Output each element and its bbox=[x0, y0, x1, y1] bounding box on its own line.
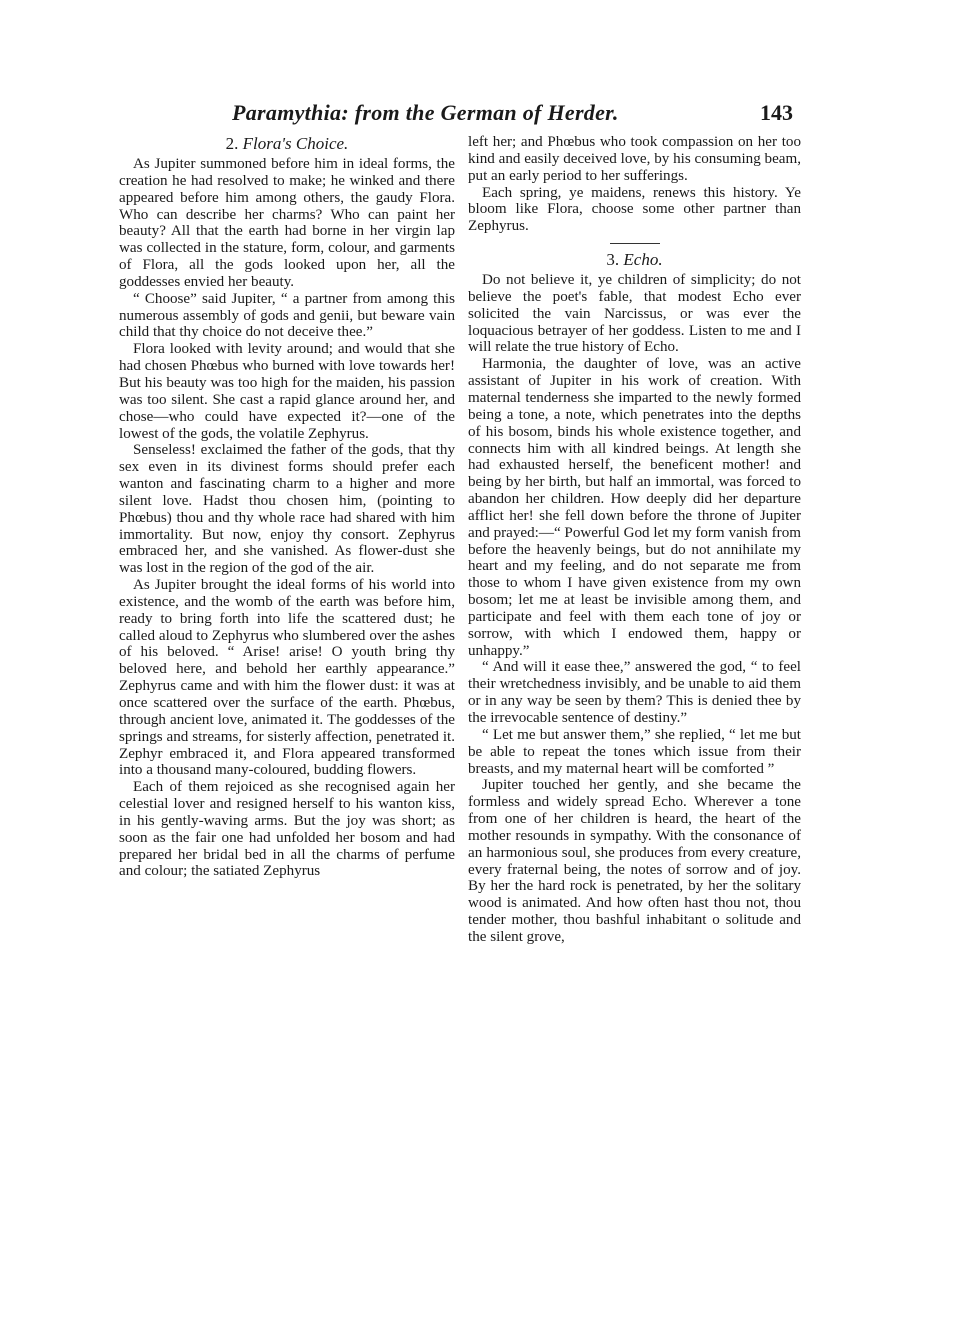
paragraph: Do not believe it, ye children of simplicity; do not believe the poet's fable, that modest Echo ever solicited the vain Narcissus, or was ever the loquacious betrayer of her goddess. Listen to me and I will relate the true history of Echo. bbox=[468, 272, 801, 356]
section-number: 3. bbox=[606, 250, 620, 270]
paragraph: “ Choose” said Jupiter, “ a partner from among this numerous assembly of gods and genii, but beware vain child that thy choice do not deceive thee.” bbox=[119, 290, 455, 341]
paragraph: “ Let me but answer them,” she replied, “ let me but be able to repeat the tones which issue from their breasts, and my maternal heart will be comforted ” bbox=[468, 726, 801, 777]
section-number: 2. bbox=[225, 134, 239, 153]
paragraph: Harmonia, the daughter of love, was an active assistant of Jupiter in his work of creation. With maternal tenderness she imparted to the newly formed being a tone, a note, which penetrates into the depths of his bosom, binds his whole existence together, and connects him with all kindred beings. At length she had exhausted herself, the beneficent mother! and being by her birth, but half an immortal, was forced to abandon her children. How deeply did her departure afflict her! she fell down before the throne of Jupiter and prayed:—“ Powerful God let my form vanish from before the heavenly beings, but do not annihilate my heart and my feeling, and do not separate me from those to whom I have given existence from my own bosom; let me at least be invisible among them, and participate and feel with them each tone of joy or sorrow, with which I endowed them, happy or unhappy.” bbox=[468, 356, 801, 659]
section-title-echo bbox=[468, 250, 801, 270]
paragraph: Jupiter touched her gently, and she became the formless and widely spread Echo. Wherever a tone from one of her children is heard, the heart of the mother resounds in sympathy. With the consonance of an harmonious soul, she produces from every creature, every fraternal being, the notes of sorrow and of joy. By her the hard rock is penetrated, by her the solitary wood is animated. And how often hast thou not, thou tender mother, thou bashful inhabitant o solitude and the silent grove, bbox=[468, 777, 801, 945]
section-divider bbox=[610, 243, 660, 244]
left-column bbox=[119, 134, 455, 880]
page-number: 143 bbox=[760, 100, 793, 125]
paragraph: As Jupiter brought the ideal forms of his world into existence, and the womb of the earth was before him, ready to bring forth into life the scattered dust; he called aloud to Zephyrus who slumbered over the ashes of his beloved. “ Arise! arise! O youth bring thy beloved here, and behold her earthly appearance.” Zephyrus came and with him the flower dust: it was at once scattered over the surface of the earth. Phœbus, through ancient love, animated it. The goddesses of the springs and streams, for sisterly affection, penetrated it. Zephyr embraced it, and Flora appeared transformed into a thousand many-coloured, budding flowers. bbox=[119, 577, 455, 779]
right-column bbox=[468, 134, 801, 946]
paragraph: “ And will it ease thee,” answered the god, “ to feel their wretchedness invisibly, and be unable to aid them or in any way be seen by them? This is denied thee by the irrevocable sentence of destiny.” bbox=[468, 659, 801, 726]
section-title-text: Echo. bbox=[623, 250, 663, 270]
running-title: Paramythia: from the German of Herder. bbox=[232, 100, 619, 125]
section-title-text: Flora's Choice. bbox=[242, 134, 349, 153]
continuation-paragraph: Each spring, ye maidens, renews this history. Ye bloom like Flora, choose some other partner than Zephyrus. bbox=[468, 184, 801, 235]
section-title-flora bbox=[119, 134, 455, 154]
continuation-paragraph: left her; and Phœbus who took compassion on her too kind and easily deceived love, by his consuming beam, put an early period to her sufferings. bbox=[468, 134, 801, 184]
paragraph: Each of them rejoiced as she recognised again her celestial lover and resigned herself to his wanton kiss, in his gently-waving arms. But the joy was short; as soon as the fair one had unfolded her bosom and had prepared her bridal bed in all the charms of perfume and colour; the satiated Zephyrus bbox=[119, 779, 455, 880]
paragraph: As Jupiter summoned before him in ideal forms, the creation he had resolved to make; he winked and there appeared before him among others, the gaudy Flora. Who can describe her charms? Who can paint her beauty? All that the earth had borne in her virgin lap was collected in the stature, form, colour, and garments of Flora, all the gods looked upon her, all the goddesses envied her beauty. bbox=[119, 156, 455, 290]
paragraph: Senseless! exclaimed the father of the gods, that thy sex even in its divinest forms should prefer each wanton and fascinating charm to a higher and more silent love. Hadst thou chosen him, (pointing to Phœbus) thou and thy whole race had shared with him immortality. But now, enjoy thy consort. Zephyrus embraced her, and she vanished. As flower-dust she was lost in the region of the god of the air. bbox=[119, 442, 455, 577]
paragraph: Flora looked with levity around; and would that she had chosen Phœbus who burned with love towards her! But his beauty was too high for the maiden, his passion was too silent. She cast a rapid glance around her, and chose—who could have expected it?—one of the lowest of the gods, the volatile Zephyrus. bbox=[119, 341, 455, 442]
